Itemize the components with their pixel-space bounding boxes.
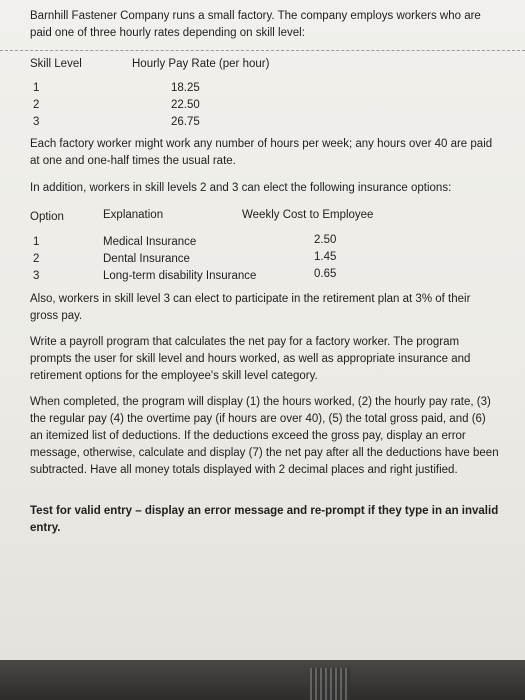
insurance-row-explanation: Dental Insurance: [103, 253, 190, 265]
background-object: [310, 668, 350, 700]
pay-row-level: 2: [33, 99, 40, 111]
pay-row-rate: 26.75: [171, 116, 200, 128]
background-surface: [0, 660, 525, 700]
pay-row-rate: 18.25: [171, 82, 200, 94]
insurance-row-explanation: Medical Insurance: [103, 236, 197, 248]
insurance-row-option: 3: [33, 270, 40, 282]
validation-paragraph: Test for valid entry – display an error message and re-prompt if they type in an invalid entry.: [30, 505, 499, 534]
insurance-row-cost: 2.50: [314, 234, 337, 246]
overtime-paragraph: Each factory worker might work any number of hours per week; any hours over 40 are paid at one and one-half times the usual rate.: [30, 138, 493, 167]
retirement-paragraph: Also, workers in skill level 3 can elect to participate in the retirement plan at 3% of their gross pay.: [30, 293, 471, 322]
insurance-row-explanation: Long-term disability Insurance: [103, 270, 257, 282]
display-paragraph: When completed, the program will display (1) the hours worked, (2) the hourly pay rate, (3) the regular pay (4) the overtime pay (if hours are over 40), (5) the total gross paid, and (6) an itemized list of deductions. If the deductions exceed the gross pay, display an error message, otherwise, calculate and display (7) the net pay after all the deductions have been subtracted. Have all money totals displayed with 2 decimal places and right justified.: [30, 396, 499, 476]
insurance-header-option: Option: [30, 211, 64, 223]
insurance-row-cost: 1.45: [314, 251, 337, 263]
insurance-intro: In addition, workers in skill levels 2 and 3 can elect the following insurance options:: [30, 182, 452, 194]
pay-row-level: 3: [33, 116, 40, 128]
insurance-header-explanation: Explanation: [103, 209, 164, 221]
insurance-row-cost: 0.65: [314, 268, 337, 280]
pay-row-level: 1: [33, 82, 40, 94]
intro-paragraph: Barnhill Fastener Company runs a small factory. The company employs workers who are paid one of three hourly rates depending on skill level:: [30, 10, 481, 39]
insurance-row-option: 2: [33, 253, 40, 265]
pay-table-header-rate: Hourly Pay Rate (per hour): [132, 58, 270, 70]
pay-table-header-level: Skill Level: [30, 58, 82, 70]
insurance-row-option: 1: [33, 236, 40, 248]
program-paragraph: Write a payroll program that calculates the net pay for a factory worker. The program prompts the user for skill level and hours worked, as well as appropriate insurance and retirement options for the employee's skill level category.: [30, 336, 471, 382]
pay-row-rate: 22.50: [171, 99, 200, 111]
divider-line: [0, 50, 525, 51]
insurance-header-cost: Weekly Cost to Employee: [242, 209, 374, 221]
